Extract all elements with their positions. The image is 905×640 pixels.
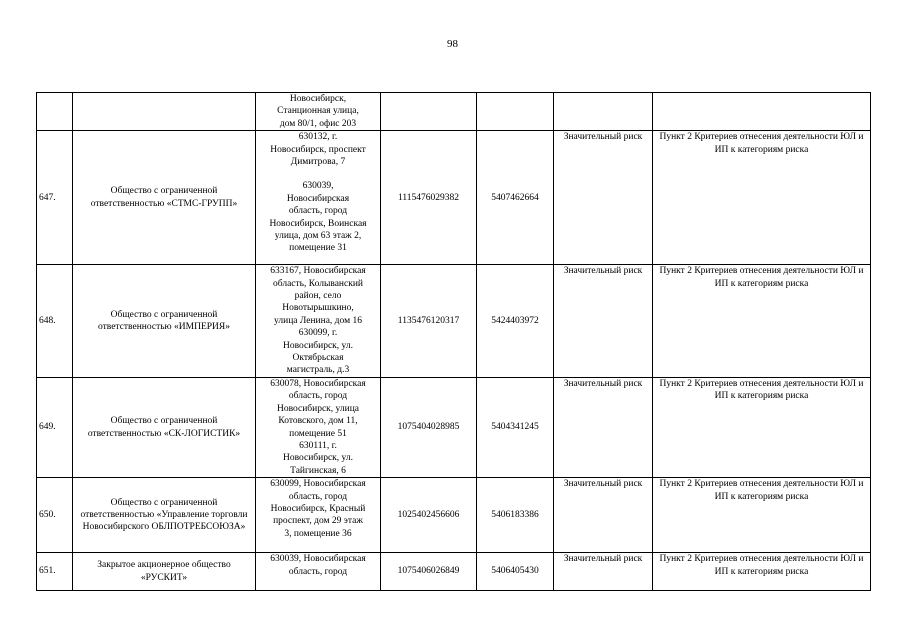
risk-category: Значительный риск [554,131,653,265]
ogrn: 1075404028985 [381,377,477,477]
inn: 5406405430 [477,553,554,591]
risk-category-cell [554,93,653,131]
organization-name: Общество с ограниченной ответственностью «СК-ЛОГИСТИК» [73,377,256,477]
address-cell [256,478,381,553]
organization-name-cell [73,93,256,131]
table-row [37,377,871,477]
criteria-cell [653,93,871,131]
address-spacer [258,168,378,180]
address-cell [256,265,381,378]
registry-table [36,92,871,591]
risk-criteria: Пункт 2 Критериев отнесения деятельности ЮЛ и ИП к категориям риска [653,265,871,378]
inn: 5404341245 [477,377,554,477]
risk-criteria: Пункт 2 Критериев отнесения деятельности ЮЛ и ИП к категориям риска [653,553,871,591]
ogrn: 1115476029382 [381,131,477,265]
risk-criteria: Пункт 2 Критериев отнесения деятельности ЮЛ и ИП к категориям риска [653,377,871,477]
address-text: 630078, Новосибирская область, город Новосибирск, улица Котовского, дом 11, помещение 51 630111, г. Новосибирск, ул. Тайгинская, 6 [270,378,366,476]
risk-category: Значительный риск [554,553,653,591]
inn: 5424403972 [477,265,554,378]
row-number-cell [37,93,73,131]
row-number: 649. [37,377,73,477]
address-text: Новосибирск, Станционная улица, дом 80/1, офис 203 [277,94,359,129]
page-number: 98 [447,38,458,50]
ogrn: 1135476120317 [381,265,477,378]
organization-name: Общество с ограниченной ответственностью «Управление торговли Новосибирского ОБЛПОТРЕБСОЮЗА» [73,478,256,553]
inn: 5406183386 [477,478,554,553]
inn-cell [477,93,554,131]
ogrn: 1075406026849 [381,553,477,591]
address-text: 630039, Новосибирская область, город [270,554,366,577]
risk-category: Значительный риск [554,478,653,553]
table-row [37,553,871,591]
risk-category: Значительный риск [554,265,653,378]
table-row-continuation [37,93,871,131]
address-cell [256,377,381,477]
risk-criteria: Пункт 2 Критериев отнесения деятельности ЮЛ и ИП к категориям риска [653,478,871,553]
table-row [37,131,871,265]
row-number: 648. [37,265,73,378]
table-row [37,478,871,553]
row-number: 647. [37,131,73,265]
inn: 5407462664 [477,131,554,265]
row-number: 651. [37,553,73,591]
ogrn: 1025402456606 [381,478,477,553]
actual-address: 630039, Новосибирская область, город Новосибирск, Воинская улица, дом 63 этаж 2, помещение 31 [269,181,367,254]
organization-name: Общество с ограниченной ответственностью «ИМПЕРИЯ» [73,265,256,378]
address-cell [256,553,381,591]
ogrn-cell [381,93,477,131]
address-cell [256,131,381,265]
legal-address: 630132, г. Новосибирск, проспект Димитрова, 7 [270,132,366,168]
address-cell [256,93,381,131]
address-text: 630099, Новосибирская область, город Новосибирск, Красный проспект, дом 29 этаж 3, помещение 36 [270,479,366,539]
address-text: 633167, Новосибирская область, Колыванский район, село Новотырышкино, улица Ленина, дом 16 630099, г. Новосибирск, ул. Октябрьская магистраль, д.3 [270,266,366,376]
risk-criteria: Пункт 2 Критериев отнесения деятельности ЮЛ и ИП к категориям риска [653,131,871,265]
table-row [37,265,871,378]
organization-name: Общество с ограниченной ответственностью «СТМС-ГРУПП» [73,131,256,265]
risk-category: Значительный риск [554,377,653,477]
organization-name: Закрытое акционерное общество «РУСКИТ» [73,553,256,591]
row-number: 650. [37,478,73,553]
